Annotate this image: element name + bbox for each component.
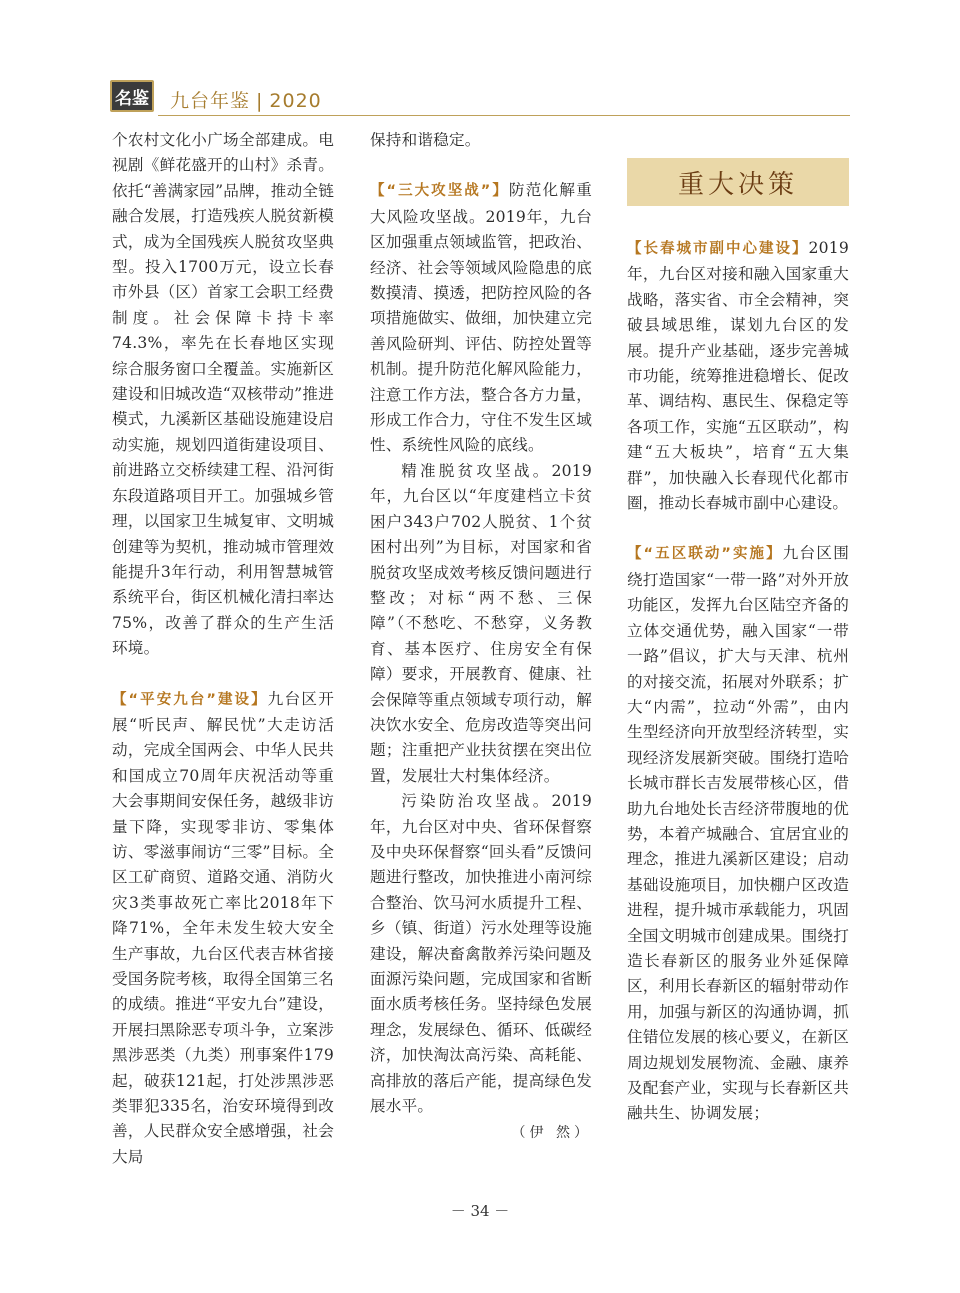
column-middle [370, 128, 592, 1147]
column-left [112, 128, 334, 1170]
section-keyword: 【“三大攻坚战”】 [370, 183, 509, 200]
header-separator: | [256, 90, 264, 112]
page-number: － 34 － [450, 1202, 510, 1220]
paragraph-text: 2019年，九台区对接和融入国家重大战略，落实省、市全会精神，突破县域思维，谋划九台区的发展。提升产业基础，逐步完善城市功能，统筹推进稳增长、促改革、调结构、惠民生、保稳定等各项工作，实施“五区联动”，构建“五大板块”，培育“五大集群”，加快融入长春现代化都市圈，推动长春城市副中心建设。 [627, 239, 849, 513]
paragraph-text: 九台区围绕打造国家“一带一路”对外开放功能区，发挥九台区陆空齐备的立体交通优势，融入国家“一带一路”倡议，扩大与天津、杭州的对接交流，拓展对外联系；扩大“内需”，拉动“外需”，由内生型经济向开放型经济转型，实现经济发展新突破。围绕打造哈长城市群长吉发展带核心区，借助九台地处长吉经济带腹地的优势，本着产城融合、宜居宜业的理念，推进九溪新区建设；启动基础设施项目，加快棚户区改造进程，提升城市承载能力，巩固全国文明城市创建成果。围绕打造长春新区的服务业外延保障区，利用长春新区的辐射带动作用，加强与新区的沟通协调，抓住错位发展的核心要义，在新区周边规划发展物流、金融、康养及配套产业，实现与长春新区共融共生、协调发展； [627, 544, 849, 1123]
paragraph: 个农村文化小广场全部建成。电视剧《鲜花盛开的山村》杀青。依托“善满家园”品牌，推动全链融合发展，打造残疾人脱贫新模式，成为全国残疾人脱贫攻坚典型。投入1700万元，设立长春市外县（区）首家工会职工经费制度。社会保障卡持卡率74.3%，率先在长春地区实现综合服务窗口全覆盖。实施新区建设和旧城改造“双核带动”推进模式，九溪新区基础设施建设启动实施，规划四道街建设项目、前进路立交桥续建工程、沿河街东段道路项目开工。加强城乡管理，以国家卫生城复审、文明城创建等为契机，推动城市管理效能提升3年行动，利用智慧城管系统平台，街区机械化清扫率达75%，改善了群众的生产生活环境。 [112, 131, 334, 658]
header-rule [158, 115, 850, 116]
header-title [170, 86, 322, 113]
paragraph [370, 178, 592, 458]
page-header [110, 80, 850, 118]
section-keyword: 【“五区联动”实施】 [627, 546, 783, 563]
yearbook-year: 2020 [269, 90, 322, 112]
section-keyword: 【“平安九台”建设】 [112, 691, 268, 708]
author-credit: （伊 然） [511, 1125, 592, 1142]
paragraph [627, 236, 849, 516]
column-right [627, 236, 849, 1127]
paragraph-text: 防范化解重大风险攻坚战。2019年，九台区加强重点领域监管，把政治、经济、社会等领域风险隐患的底数摸清、摸透，把防控风险的各项措施做实、做细，加快建立完善风险研判、评估、防控处置等机制。提升防范化解风险能力，注意工作方法，整合各方力量，形成工作合力，守住不发生区域性、系统性风险的底线。 [370, 181, 592, 455]
paragraph [627, 541, 849, 1126]
yearbook-title: 九台年鉴 [170, 90, 251, 112]
paragraph [112, 687, 334, 1171]
section-keyword: 【长春城市副中心建设】 [627, 241, 809, 257]
yearbook-logo: 名鉴 [110, 80, 154, 112]
section-banner: 重大决策 [627, 158, 849, 206]
paragraph-text: 九台区开展“听民声、解民忧”大走访活动，完成全国两会、中华人民共和国成立70周年庆祝活动等重大会事期间安保任务，越级非访量下降，实现零非访、零集体访、零滋事闹访“三零”目标。全区工矿商贸、道路交通、消防火灾3类事故死亡率比2018年下降71%，全年未发生较大安全生产事故，九台区代表吉林省接受国务院考核，取得全国第三名的成绩。推进“平安九台”建设，开展扫黑除恶专项斗争，立案涉黑涉恶类（九类）刑事案件179起，破获121起，打处涉黑涉恶类罪犯335名，治安环境得到改善，人民群众安全感增强，社会大局 [112, 689, 334, 1166]
paragraph: 精准脱贫攻坚战。2019年，九台区以“年度建档立卡贫困户343户702人脱贫、1个贫困村出列”为目标，对国家和省脱贫攻坚成效考核反馈问题进行整改；对标“两不愁、三保障”（不愁吃、不愁穿，义务教育、基本医疗、住房安全有保障）要求，开展教育、健康、社会保障等重点领域专项行动，解决饮水安全、危房改造等突出问题；注重把产业扶贫摆在突出位置，发展壮大村集体经济。 [370, 461, 592, 785]
paragraph: 保持和谐稳定。 [370, 131, 481, 149]
paragraph: 污染防治攻坚战。2019年，九台区对中央、省环保督察及中央环保督察“回头看”反馈问题进行整改，加快推进小南河综合整治、饮马河水质提升工程、乡（镇、街道）污水处理等设施建设，解决畜禽散养污染问题及面源污染问题，完成国家和省断面水质考核任务。坚持绿色发展理念，发展绿色、循环、低碳经济，加快淘汰高污染、高耗能、高排放的落后产能，提高绿色发展水平。 [370, 792, 592, 1116]
